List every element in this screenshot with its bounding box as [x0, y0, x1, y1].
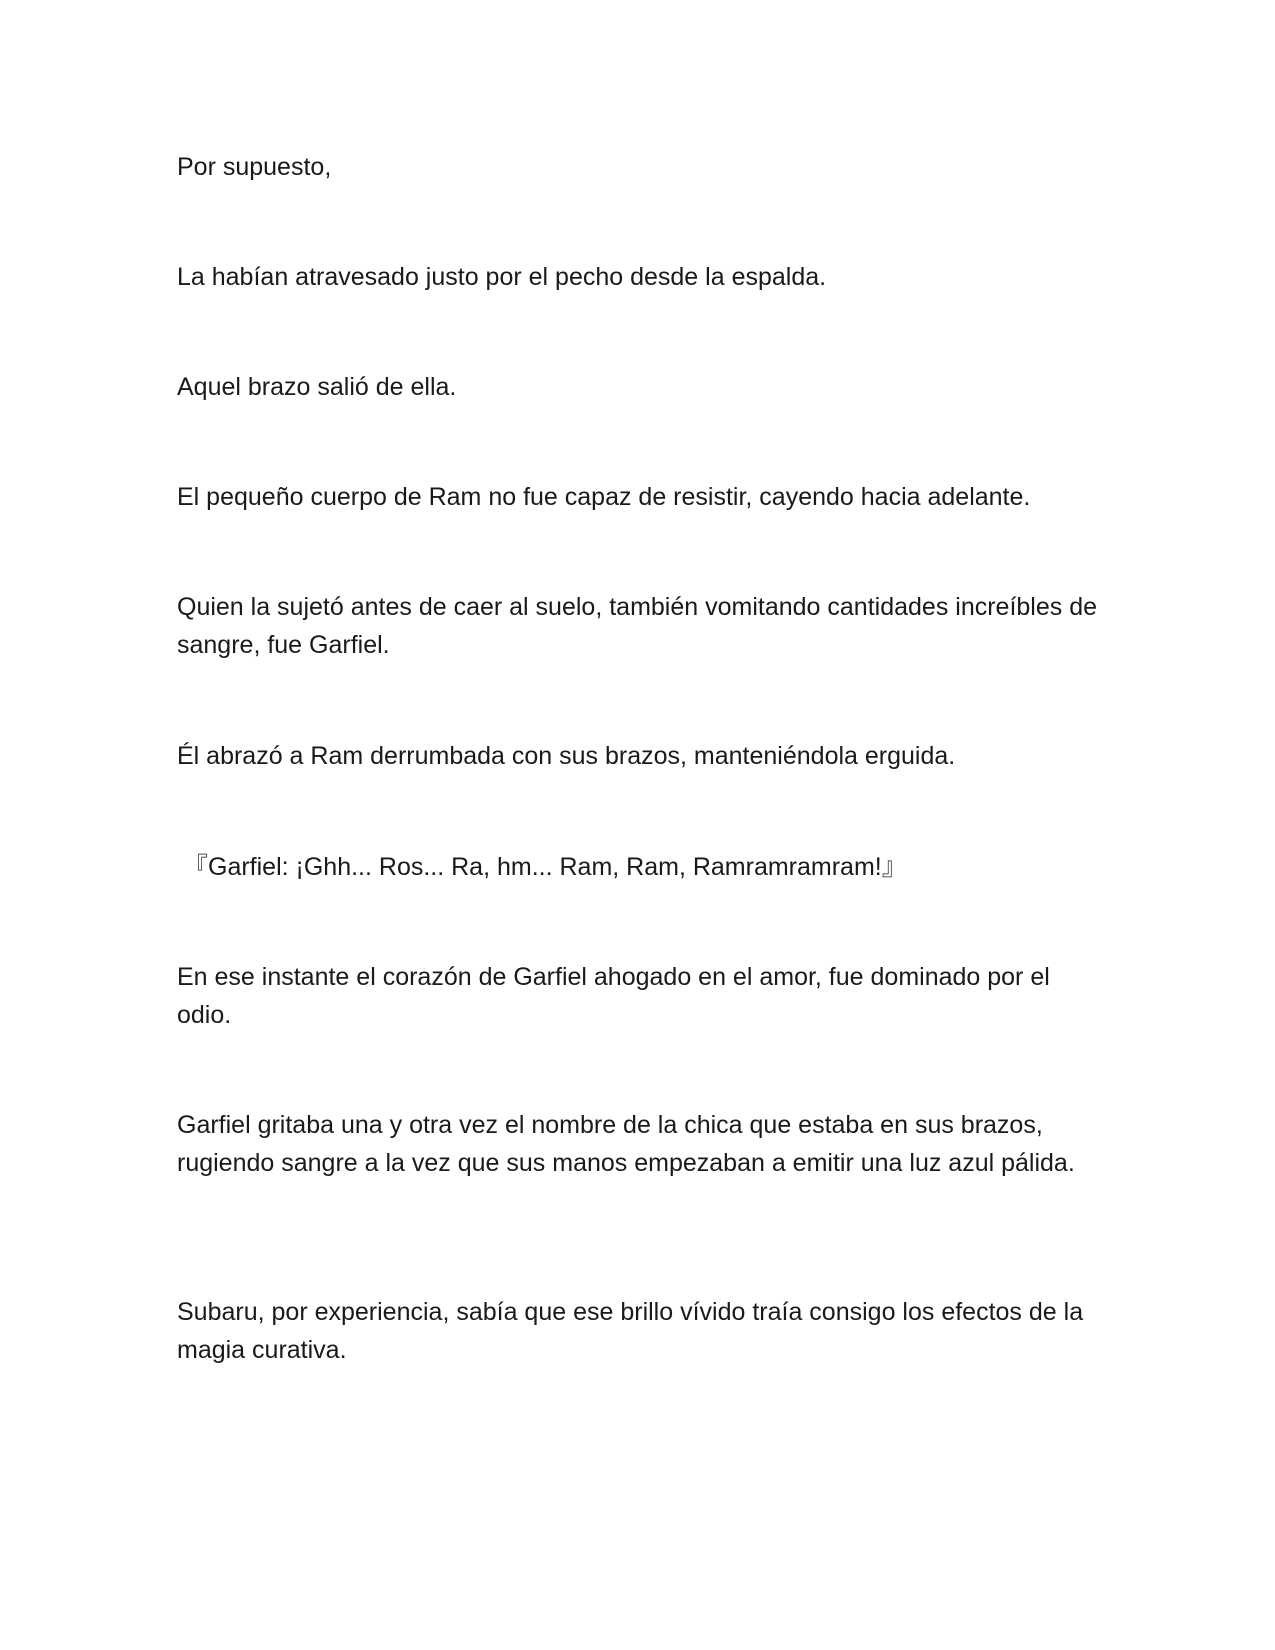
dialogue-line: 『Garfiel: ¡Ghh... Ros... Ra, hm... Ram, Ram, Ramramramram!』	[183, 853, 907, 881]
paragraph-4: El pequeño cuerpo de Ram no fue capaz de resistir, cayendo hacia adelante.	[177, 483, 1031, 511]
paragraph-5: Quien la sujetó antes de caer al suelo, también vomitando cantidades increíbles de sangre, fue Garfiel.	[177, 593, 1098, 659]
paragraph-10: Subaru, por experiencia, sabía que ese brillo vívido traía consigo los efectos de la magia curativa.	[177, 1298, 1084, 1364]
paragraph-6: Él abrazó a Ram derrumbada con sus brazos, manteniéndola erguida.	[177, 742, 956, 770]
paragraph-2: La habían atravesado justo por el pecho desde la espalda.	[177, 263, 827, 291]
paragraph-9: Garfiel gritaba una y otra vez el nombre de la chica que estaba en sus brazos, rugiendo sangre a la vez que sus manos empezaban a emitir una luz azul pálida.	[177, 1111, 1075, 1177]
paragraph-3: Aquel brazo salió de ella.	[177, 373, 457, 401]
paragraph-1: Por supuesto,	[177, 153, 332, 181]
paragraph-8: En ese instante el corazón de Garfiel ahogado en el amor, fue dominado por el odio.	[177, 963, 1050, 1029]
